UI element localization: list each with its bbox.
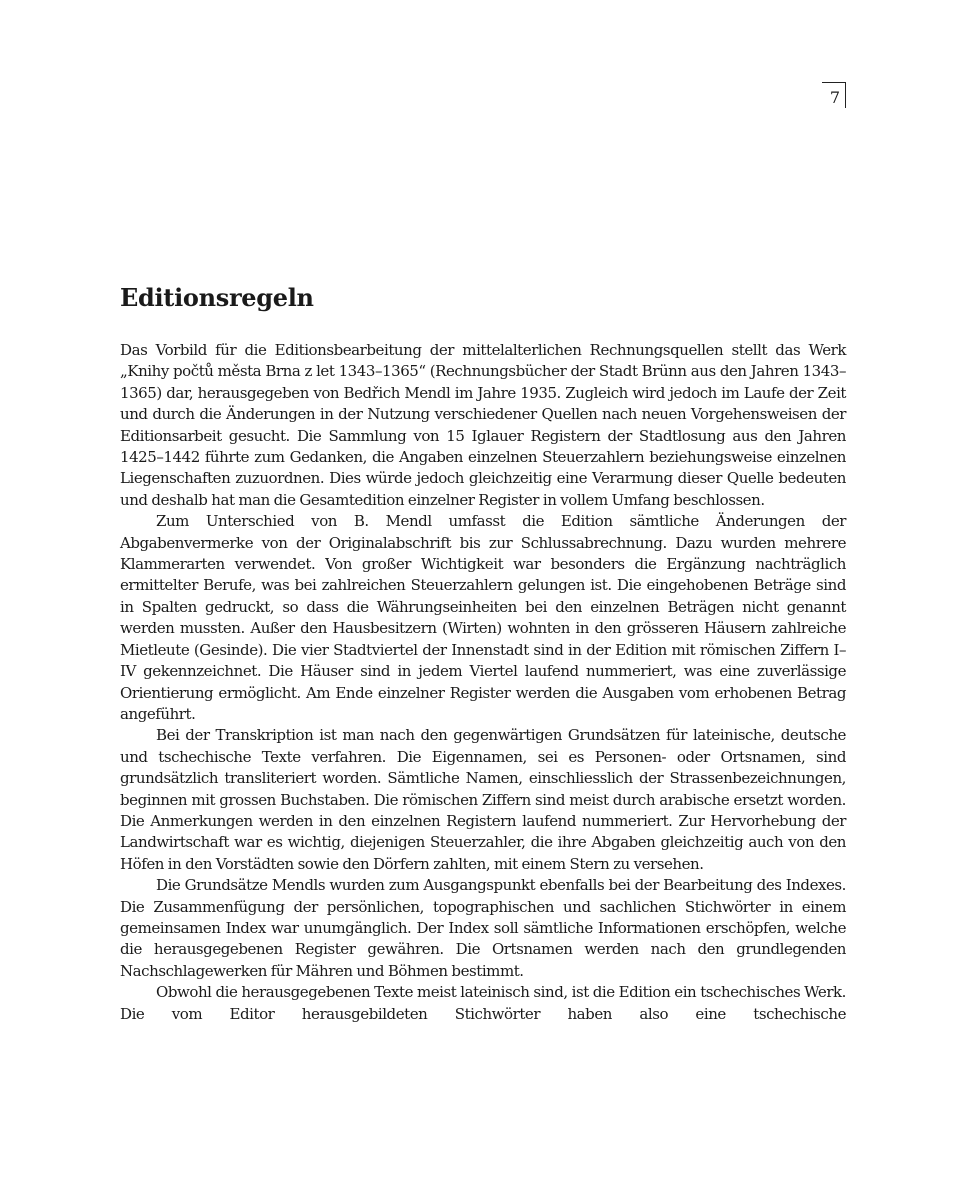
paragraph-2: Zum Unterschied von B. Mendl umfasst die Edition sämtliche Änderungen der Abgabenvermerke von der Originalabschrift bis zur Schlussabrechnung. Dazu wurden mehrere Klammerarten verwendet. Von großer Wichtigkeit war besonders die Ergänzung nachträglich ermittelter Berufe, was bei zahlreichen Steuerzahlern gelungen ist. Die eingehobenen Beträge sind in Spalten gedruckt, so dass die Währungseinheiten bei den einzelnen Beträgen nicht genannt werden mussten. Außer den Hausbesitzern (Wirten) wohnten in den grösseren Häusern zahlreiche Mietleute (Gesinde). Die vier Stadtviertel der Innenstadt sind in der Edition mit römischen Ziffern I–IV gekennzeichnet. Die Häuser sind in jedem Viertel laufend nummeriert, was eine zuverlässige Orientierung ermöglicht. Am Ende einzelner Register werden die Ausgaben vom erhobenen Betrag angeführt. xyxy=(120,512,846,723)
paragraph-3: Bei der Transkription ist man nach den gegenwärtigen Grundsätzen für lateinische, deutsche und tschechische Texte verfahren. Die Eigennamen, sei es Personen- oder Ortsnamen, sind grundsätzlich transliteriert worden. Sämtliche Namen, einschliesslich der Strassenbezeichnungen, beginnen mit grossen Buchstaben. Die römischen Ziffern sind meist durch arabische ersetzt worden. Die Anmerkungen werden in den einzelnen Registern laufend nummeriert. Zur Hervorhebung der Landwirtschaft war es wichtig, diejenigen Steuerzahler, die ihre Abgaben gleichzeitig auch von den Höfen in den Vorstädten sowie den Dörfern zahlten, mit einem Stern zu versehen. xyxy=(120,726,846,873)
paragraph-1: Das Vorbild für die Editionsbearbeitung der mittelalterlichen Rechnungsquellen stellt das Werk „Knihy počtů města Brna z let 1343–1365“ (Rechnungsbücher der Stadt Brünn aus den Jahren 1343–1365) dar, herausgegeben von Bedřich Mendl im Jahre 1935. Zugleich wird jedoch im Laufe der Zeit und durch die Änderungen in der Nutzung verschiedener Quellen nach neuen Vorgehensweisen der Editionsarbeit gesucht. Die Sammlung von 15 Iglauer Registern der Stadtlosung aus den Jahren 1425–1442 führte zum Gedanken, die Angaben einzelnen Steuerzahlern beziehungsweise einzelnen Liegenschaften zuzuordnen. Dies würde jedoch gleichzeitig eine Verarmung dieser Quelle bedeuten und deshalb hat man die Gesamtedition einzelner Register in vollem Umfang beschlossen. xyxy=(120,341,846,509)
paragraph-5: Obwohl die herausgegebenen Texte meist lateinisch sind, ist die Edition ein tschechisches Werk. Die vom Editor herausgebildeten Stichwörter haben also eine tschechische xyxy=(120,983,846,1023)
section-heading: Editionsregeln xyxy=(120,283,314,312)
body-text xyxy=(120,340,846,1025)
page-number: 7 xyxy=(829,88,840,107)
page-number-frame xyxy=(822,82,846,108)
paragraph-4: Die Grundsätze Mendls wurden zum Ausgangspunkt ebenfalls bei der Bearbeitung des Indexes. Die Zusammenfügung der persönlichen, topographischen und sachlichen Stichwörter in einem gemeinsamen Index war unumgänglich. Der Index soll sämtliche Informationen erschöpfen, welche die herausgegebenen Register gewähren. Die Ortsnamen werden nach den grundlegenden Nachschlagewerken für Mähren und Böhmen bestimmt. xyxy=(120,876,846,980)
